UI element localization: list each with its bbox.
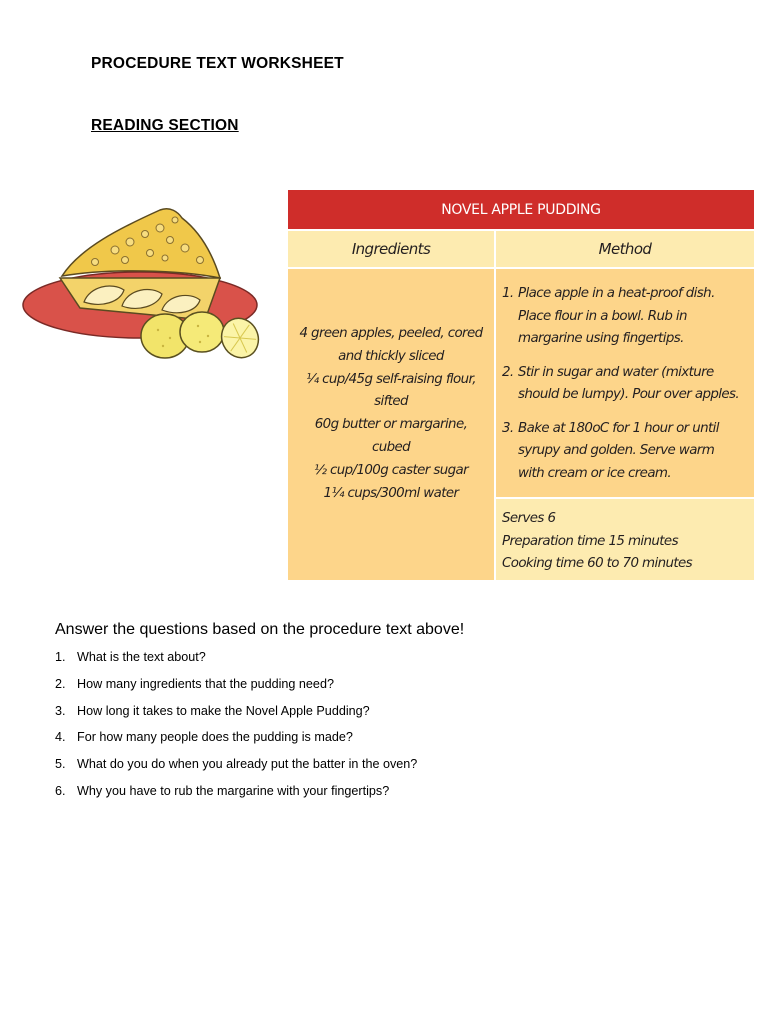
question-text: Why you have to rub the margarine with your fingertips? [77, 783, 390, 798]
question-item [55, 784, 417, 811]
question-list [55, 650, 417, 811]
step-number: 1. [502, 286, 514, 301]
question-text: What do you do when you already put the batter in the oven? [77, 757, 418, 772]
ingredients-list [288, 323, 494, 505]
apple-pie-illustration [20, 198, 265, 368]
preparation-time: Preparation time 15 minutes [502, 533, 678, 549]
ingredients-header: Ingredients [288, 231, 494, 267]
worksheet-title: PROCEDURE TEXT WORKSHEET [91, 55, 344, 72]
cooking-time: Cooking time 60 to 70 minutes [502, 556, 693, 571]
questions-prompt: Answer the questions based on the procedure text above! [55, 621, 465, 638]
method-step [502, 283, 754, 351]
ingredient-line: ¼ cup/45g self-raising flour, [306, 371, 476, 387]
question-number: 1. [55, 650, 66, 664]
question-text: How many ingredients that the pudding need? [77, 676, 334, 691]
step-text: Bake at 180oC for 1 hour or until syrupy and golden. Serve warm with cream or ice cream. [518, 420, 719, 481]
recipe-card [288, 190, 754, 580]
step-number: 2. [502, 364, 514, 380]
question-item [55, 677, 417, 704]
ingredient-line: and thickly sliced [338, 348, 444, 364]
question-text: How long it takes to make the Novel Apple Pudding? [77, 703, 370, 718]
serves-count: Serves 6 [502, 511, 556, 526]
step-text: Place apple in a heat-proof dish. Place flour in a bowl. Rub in margarine using fingertips. [518, 286, 715, 346]
question-number: 2. [55, 676, 66, 691]
ingredient-line: 4 green apples, peeled, cored [299, 326, 483, 341]
serving-info [502, 508, 752, 576]
ingredient-line: sifted [374, 394, 408, 410]
question-item [55, 757, 417, 784]
step-number: 3. [502, 420, 514, 436]
ingredient-line: 1¼ cups/300ml water [323, 485, 459, 501]
ingredient-line: cubed [371, 439, 411, 455]
question-number: 3. [55, 703, 66, 718]
question-item [55, 704, 417, 731]
ingredient-line: 60g butter or margarine, [314, 417, 468, 433]
method-steps [502, 283, 754, 496]
question-number: 4. [55, 730, 66, 745]
question-text: For how many people does the pudding is made? [77, 730, 353, 745]
question-item [55, 730, 417, 757]
method-step [502, 418, 754, 486]
section-heading: READING SECTION [91, 117, 239, 134]
recipe-title: NOVEL APPLE PUDDING [288, 190, 754, 229]
step-text: Stir in sugar and water (mixture should be lumpy). Pour over apples. [518, 364, 740, 402]
question-item [55, 650, 417, 677]
question-number: 6. [55, 783, 66, 798]
method-step [502, 362, 754, 407]
question-text: What is the text about? [77, 650, 206, 664]
method-header: Method [496, 231, 754, 267]
question-number: 5. [55, 757, 66, 772]
ingredient-line: ½ cup/100g caster sugar [313, 462, 469, 478]
